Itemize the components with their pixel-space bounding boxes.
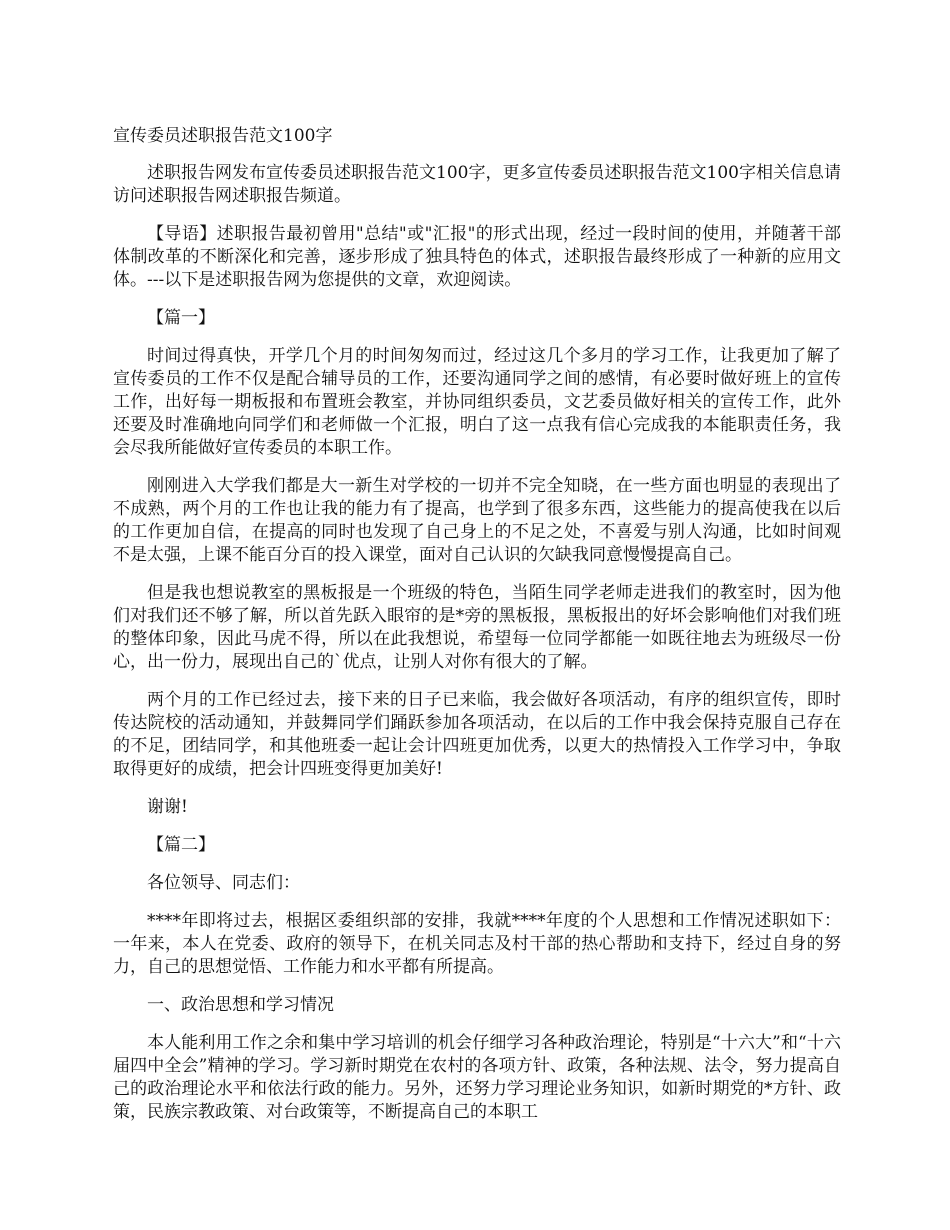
document-title: 宣传委员述职报告范文100字	[113, 126, 333, 146]
document-page	[113, 124, 841, 1139]
thanks-line: 谢谢!	[147, 797, 188, 817]
body-paragraph: 两个月的工作已经过去，接下来的日子已来临，我会做好各项活动，有序的组织宣传，即时传达院校的活动通知，并鼓舞同学们踊跃参加各项活动，在以后的工作中我会保持克服自己存在的不足，团结同学，和其他班委一起让会计四班更加优秀，以更大的热情投入工作学习中，争取取得更好的成绩，把会计四班变得更加美好!	[113, 690, 841, 779]
body-paragraph: 时间过得真快，开学几个月的时间匆匆而过，经过这几个多月的学习工作，让我更加了解了宣传委员的工作不仅是配合辅导员的工作，还要沟通同学之间的感情，有必要时做好班上的宣传工作，出好每一期板报和布置班会教室，并协同组织委员，文艺委员做好相关的宣传工作，此外还要及时准确地向同学们和老师做一个汇报，明白了这一点我有信心完成我的本能职责任务，我会尽我所能做好宣传委员的本职工作。	[113, 346, 841, 458]
body-paragraph: 但是我也想说教室的黑板报是一个班级的特色，当陌生同学老师走进我们的教室时，因为他们对我们还不够了解，所以首先跃入眼帘的是*旁的黑板报，黑板报出的好坏会影响他们对我们班的整体印象，因此马虎不得，所以在此我想说，希望每一位同学都能一如既往地去为班级尽一份心，出一份力，展现出自己的`优点，让别人对你有很大的了解。	[113, 583, 841, 672]
intro-paragraph: 述职报告网发布宣传委员述职报告范文100字，更多宣传委员述职报告范文100字相关信息请访问述职报告网述职报告频道。	[113, 163, 841, 206]
guide-paragraph: 【导语】述职报告最初曾用"总结"或"汇报"的形式出现，经过一段时间的使用，并随著干部体制改革的不断深化和完善，逐步形成了独具特色的体式，述职报告最终形成了一种新的应用文体。---以下是述职报告网为您提供的文章，欢迎阅读。	[113, 224, 841, 290]
section-heading-part-two: 【篇二】	[147, 835, 215, 855]
body-paragraph: ****年即将过去，根据区委组织部的安排，我就****年度的个人思想和工作情况述职如下：一年来，本人在党委、政府的领导下，在机关同志及村干部的热心帮助和支持下，经过自身的努力，自己的思想觉悟、工作能力和水平都有所提高。	[113, 911, 841, 977]
body-paragraph: 刚刚进入大学我们都是大一新生对学校的一切并不完全知晓，在一些方面也明显的表现出了不成熟，两个月的工作也让我的能力有了提高，也学到了很多东西，这些能力的提高使我在以后的工作更加自信，在提高的同时也发现了自己身上的不足之处，不喜爱与别人沟通，比如时间观不是太强，上课不能百分百的投入课堂，面对自己认识的欠缺我同意慢慢提高自己。	[113, 476, 841, 565]
section-heading-part-one: 【篇一】	[147, 308, 215, 328]
body-paragraph: 本人能利用工作之余和集中学习培训的机会仔细学习各种政治理论，特别是“十六大”和“十六届四中全会”精神的学习。学习新时期党在农村的各项方针、政策，各种法规、法令，努力提高自己的政治理论水平和依法行政的能力。另外，还努力学习理论业务知识，如新时期党的*方针、政策，民族宗教政策、对台政策等，不断提高自己的本职工	[113, 1033, 841, 1122]
subsection-heading: 一、政治思想和学习情况	[147, 995, 334, 1015]
salutation-line: 各位领导、同志们：	[147, 873, 300, 893]
